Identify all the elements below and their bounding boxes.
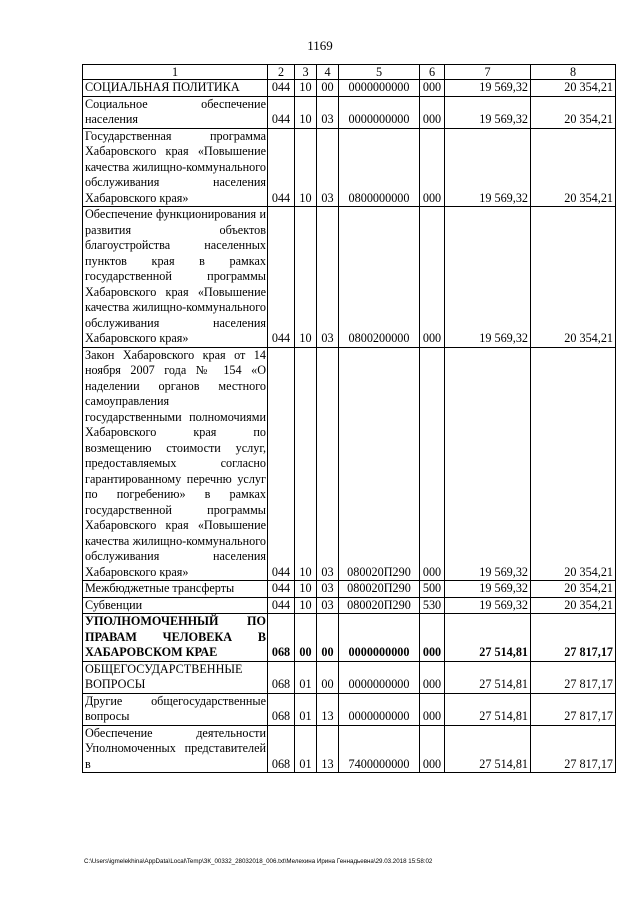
section-code: 01 bbox=[295, 693, 317, 725]
row-name: Закон Хабаровского края от 14 ноября 2007 года № 154 «О наделении органов местного самоуправления государственными полномочиями Хабаровского края по возмещению стоимости услуг, предоставляемых согласно гарантированному перечню услуг по погребению» в рамках государственной программы Хабаровского края «Повышение качества жилищно-коммунального обслуживания населения Хабаровского края» bbox=[83, 347, 268, 581]
table-row bbox=[83, 80, 616, 97]
expense-type-code: 000 bbox=[420, 614, 445, 662]
subsection-code: 00 bbox=[317, 661, 339, 693]
amount-year-2: 20 354,21 bbox=[531, 96, 616, 128]
target-article-code: 0000000000 bbox=[339, 96, 420, 128]
amount-year-1: 19 569,32 bbox=[445, 597, 531, 614]
amount-year-1: 27 514,81 bbox=[445, 693, 531, 725]
table-row bbox=[83, 347, 616, 581]
page-number: 1169 bbox=[307, 38, 333, 53]
expense-type-code: 000 bbox=[420, 207, 445, 348]
amount-year-1: 27 514,81 bbox=[445, 614, 531, 662]
row-name: Социальное обеспечение населения bbox=[83, 96, 268, 128]
ministry-code: 044 bbox=[268, 581, 295, 598]
subsection-code: 00 bbox=[317, 80, 339, 97]
subsection-code: 03 bbox=[317, 581, 339, 598]
subsection-code: 03 bbox=[317, 207, 339, 348]
section-code: 01 bbox=[295, 725, 317, 773]
table-row bbox=[83, 693, 616, 725]
subsection-code: 03 bbox=[317, 128, 339, 207]
budget-table bbox=[82, 64, 616, 773]
column-header: 6 bbox=[420, 65, 445, 80]
amount-year-2: 20 354,21 bbox=[531, 597, 616, 614]
section-code: 10 bbox=[295, 96, 317, 128]
section-code: 10 bbox=[295, 581, 317, 598]
target-article-code: 0000000000 bbox=[339, 693, 420, 725]
header-row bbox=[83, 65, 616, 80]
table-row bbox=[83, 128, 616, 207]
amount-year-2: 20 354,21 bbox=[531, 207, 616, 348]
subsection-code: 13 bbox=[317, 725, 339, 773]
column-header: 2 bbox=[268, 65, 295, 80]
target-article-code: 0000000000 bbox=[339, 80, 420, 97]
expense-type-code: 000 bbox=[420, 725, 445, 773]
ministry-code: 044 bbox=[268, 80, 295, 97]
expense-type-code: 000 bbox=[420, 347, 445, 581]
ministry-code: 044 bbox=[268, 128, 295, 207]
amount-year-2: 20 354,21 bbox=[531, 581, 616, 598]
ministry-code: 044 bbox=[268, 96, 295, 128]
subsection-code: 13 bbox=[317, 693, 339, 725]
amount-year-1: 19 569,32 bbox=[445, 581, 531, 598]
ministry-code: 068 bbox=[268, 693, 295, 725]
row-name: ОБЩЕГОСУДАРСТВЕННЫЕ ВОПРОСЫ bbox=[83, 661, 268, 693]
expense-type-code: 000 bbox=[420, 693, 445, 725]
row-name: Субвенции bbox=[83, 597, 268, 614]
amount-year-1: 19 569,32 bbox=[445, 96, 531, 128]
section-code: 10 bbox=[295, 347, 317, 581]
ministry-code: 068 bbox=[268, 614, 295, 662]
subsection-code: 00 bbox=[317, 614, 339, 662]
ministry-code: 044 bbox=[268, 347, 295, 581]
ministry-code: 044 bbox=[268, 207, 295, 348]
subsection-code: 03 bbox=[317, 597, 339, 614]
target-article-code: 0800200000 bbox=[339, 207, 420, 348]
table-row bbox=[83, 207, 616, 348]
expense-type-code: 000 bbox=[420, 661, 445, 693]
subsection-code: 03 bbox=[317, 96, 339, 128]
target-article-code: 7400000000 bbox=[339, 725, 420, 773]
target-article-code: 0000000000 bbox=[339, 614, 420, 662]
target-article-code: 080020П290 bbox=[339, 597, 420, 614]
column-header: 7 bbox=[445, 65, 531, 80]
file-path-footer: C:\Users\igmelekhina\AppData\Local\Temp\ЗК_00332_28032018_006.txt\Мелехина Ирина Геннадьевна\29.03.2018 15:58:02 bbox=[84, 858, 433, 865]
table-row bbox=[83, 661, 616, 693]
row-name: Обеспечение функционирования и развития объектов благоустройства населенных пунктов края в рамках государственной программы Хабаровского края «Повышение качества жилищно-коммунального обслуживания населения Хабаровского края» bbox=[83, 207, 268, 348]
section-code: 10 bbox=[295, 80, 317, 97]
table-row bbox=[83, 725, 616, 773]
target-article-code: 080020П290 bbox=[339, 581, 420, 598]
table-row bbox=[83, 597, 616, 614]
expense-type-code: 000 bbox=[420, 80, 445, 97]
expense-type-code: 000 bbox=[420, 128, 445, 207]
row-name: УПОЛНОМОЧЕННЫЙ ПО ПРАВАМ ЧЕЛОВЕКА В ХАБАРОВСКОМ КРАЕ bbox=[83, 614, 268, 662]
column-header: 5 bbox=[339, 65, 420, 80]
amount-year-2: 27 817,17 bbox=[531, 661, 616, 693]
amount-year-2: 20 354,21 bbox=[531, 347, 616, 581]
table-row bbox=[83, 96, 616, 128]
amount-year-2: 27 817,17 bbox=[531, 614, 616, 662]
section-code: 01 bbox=[295, 661, 317, 693]
row-name: Другие общегосударственные вопросы bbox=[83, 693, 268, 725]
target-article-code: 080020П290 bbox=[339, 347, 420, 581]
amount-year-1: 27 514,81 bbox=[445, 661, 531, 693]
ministry-code: 044 bbox=[268, 597, 295, 614]
ministry-code: 068 bbox=[268, 725, 295, 773]
subsection-code: 03 bbox=[317, 347, 339, 581]
expense-type-code: 500 bbox=[420, 581, 445, 598]
section-code: 00 bbox=[295, 614, 317, 662]
column-header: 4 bbox=[317, 65, 339, 80]
amount-year-2: 20 354,21 bbox=[531, 80, 616, 97]
table-row bbox=[83, 581, 616, 598]
row-name: Государственная программа Хабаровского края «Повышение качества жилищно-коммунального обслуживания населения Хабаровского края» bbox=[83, 128, 268, 207]
target-article-code: 0000000000 bbox=[339, 661, 420, 693]
row-name: СОЦИАЛЬНАЯ ПОЛИТИКА bbox=[83, 80, 268, 97]
row-name: Обеспечение деятельности Уполномоченных представителей в bbox=[83, 725, 268, 773]
amount-year-1: 19 569,32 bbox=[445, 347, 531, 581]
expense-type-code: 530 bbox=[420, 597, 445, 614]
section-code: 10 bbox=[295, 128, 317, 207]
section-code: 10 bbox=[295, 207, 317, 348]
column-header: 8 bbox=[531, 65, 616, 80]
table-row bbox=[83, 614, 616, 662]
amount-year-1: 19 569,32 bbox=[445, 128, 531, 207]
amount-year-2: 27 817,17 bbox=[531, 693, 616, 725]
amount-year-1: 19 569,32 bbox=[445, 207, 531, 348]
expense-type-code: 000 bbox=[420, 96, 445, 128]
amount-year-1: 27 514,81 bbox=[445, 725, 531, 773]
row-name: Межбюджетные трансферты bbox=[83, 581, 268, 598]
section-code: 10 bbox=[295, 597, 317, 614]
amount-year-1: 19 569,32 bbox=[445, 80, 531, 97]
ministry-code: 068 bbox=[268, 661, 295, 693]
target-article-code: 0800000000 bbox=[339, 128, 420, 207]
column-header: 3 bbox=[295, 65, 317, 80]
column-header: 1 bbox=[83, 65, 268, 80]
amount-year-2: 27 817,17 bbox=[531, 725, 616, 773]
amount-year-2: 20 354,21 bbox=[531, 128, 616, 207]
